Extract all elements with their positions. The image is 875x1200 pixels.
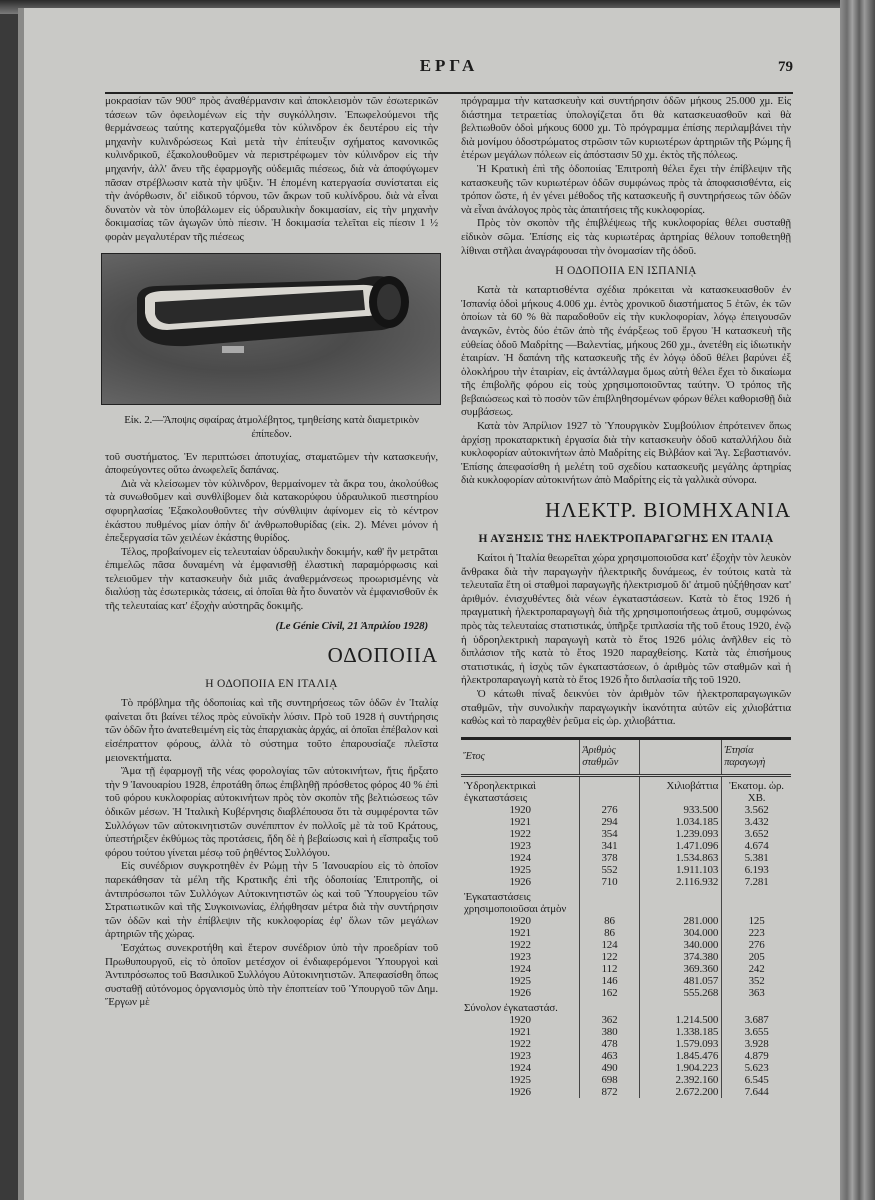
column-header: Ἔτος — [461, 740, 580, 776]
header-rule — [105, 92, 793, 94]
table-row — [461, 987, 791, 999]
year-cell: 1926 — [461, 1086, 580, 1098]
capacity-cell: 1.845.476 — [639, 1050, 722, 1062]
year-cell: 1921 — [461, 816, 580, 828]
paragraph: πρόγραμμα τὴν κατασκευὴν καὶ συντήρησιν ὁδῶν μήκους 25.000 χμ. Εἰς διάστημα τετραετίας ὑπολογίζεται ὅτι θὰ κατασκευασθοῦν καὶ θὰ βελτιωθοῦν ὁδοὶ μήκους 6000 χμ. Τὸ πρόγραμμα ἐπίσης περιλαμβάνει τὴν διὰ μονίμου ὁδοστρώματος στρῶσιν τῶν κυριωτέρων ἀρτηριῶν τῆς Ρώμης ἢ ἑτέρων μεγάλων πόλεων εἰς ἀπόστασιν 50 χμ. ἐκτὸς τῆς πόλεως. — [461, 95, 791, 162]
stations-cell: 354 — [580, 828, 639, 840]
table-row — [461, 1086, 791, 1098]
paragraph: Ὁ κάτωθι πίναξ δεικνύει τὸν ἀριθμὸν τῶν ἠλεκτροπαραγωγικῶν σταθμῶν, τὴν συνολικὴν παραγωγικὴν ἱκανότητα αὐτῶν εἰς χιλιοβάττια καθὼς καὶ τὸ παραχθὲν ῥεῦμα εἰς ὡρ. χιλιοβάττια. — [461, 687, 791, 728]
production-cell: 5.381 — [744, 851, 769, 864]
production-cell: 242 — [748, 962, 765, 975]
figure-caption: Εἰκ. 2.—Ἄποψις σφαίρας ἀτμολέβητος, τμηθείσης κατὰ διαμετρικὸν ἐπίπεδον. — [124, 413, 419, 440]
table-body — [461, 775, 791, 1098]
production-cell: 3.687 — [744, 1013, 769, 1026]
production-cell: 125 — [748, 914, 765, 927]
paragraph: Ἡ Κρατικὴ ἐπὶ τῆς ὁδοποιίας Ἐπιτροπὴ θέλει ἔχει τὴν ἐπίβλεψιν τῆς κατασκευῆς τῶν κυριωτέρων ὁδῶν συμφώνως πρὸς τὰ ἀποφασισθέντα, εἰς τρόπον ὥστε, ἡ ἐν γένει μέθοδος τῆς κατασκευῆς ἢ συντηρήσεως τῶν ὁδῶν νὰ εἶναι ἀνάλογος πρὸς τὰς ἀπαιτήσεις τῆς κυκλοφορίας. — [461, 162, 791, 216]
units-row — [461, 775, 791, 804]
table-row — [461, 1014, 791, 1026]
year-cell: 1926 — [461, 876, 580, 888]
production-cell: 6.193 — [744, 863, 769, 876]
production-cell: 7.281 — [744, 875, 769, 888]
stations-cell: 146 — [580, 975, 639, 987]
capacity-cell: 1.214.500 — [639, 1014, 722, 1026]
stations-cell: 378 — [580, 852, 639, 864]
table-row — [461, 915, 791, 927]
year-cell: 1920 — [461, 804, 580, 816]
year-cell: 1926 — [461, 987, 580, 999]
capacity-cell: 481.057 — [639, 975, 722, 987]
stations-cell: 463 — [580, 1050, 639, 1062]
paragraph: Ἐσχάτως συνεκροτήθη καὶ ἕτερον συνέδριον ὑπὸ τὴν προεδρίαν τοῦ Πρωθυπουργοῦ, εἰς τὸ ὁποῖον μετέσχον οἱ ἐνδιαφερόμενοι Ὑπουργοὶ καὶ Ἀντιπρόσωπος τοῦ Βασιλικοῦ Συλλόγου Αὐτοκινητιστῶν. Ἀπεφασίσθη ὅπως συσταθῇ αὐτόνομος ὀργανισμὸς ὑπὸ τὴν ἐποπτείαν τοῦ Ὑπουργοῦ τῶν Δημ. Ἔργων μὲ — [105, 941, 438, 1009]
capacity-cell: 304.000 — [639, 927, 722, 939]
empty-cell — [580, 775, 639, 804]
figure-photo — [101, 253, 441, 405]
production-cell: 5.623 — [744, 1061, 769, 1074]
capacity-cell: 1.338.185 — [639, 1026, 722, 1038]
paragraph: μοκρασίαν τῶν 900° πρὸς ἀναθέρμανσιν καὶ ἀποκλεισμὸν τῶν ἐσωτερικῶν τάσεων τῶν ὀφειλομένων εἰς τὴν συγκόλλησιν. Ἐπωφελούμενοι τῆς θερμάνσεως ταύτης κατεργαζόμεθα τὸν κύλινδρον ἐκ δευτέρου εἰς τὴν μηχανὴν κυλινδρώσεως Καὶ μετὰ τὴν ἐπίτευξιν σχήματος κανονικῶς κυλινδρικοῦ, ἐξακολουθοῦμεν νὰ περιστρέφωμεν τὸν κύλινδρον εἰς τὴν μηχανήν, ἀλλ' ἄνευ τῆς ἐφαρμογῆς οὐδεμιᾶς πιέσεως, διὰ νὰ ἀποφύγωμεν πᾶσαν στρέβλωσιν κατὰ τὴν ψῦξιν. Ἡ ἑπομένη κατεργασία συνίσταται εἰς τὴν ἀνόρθωσιν, δι' εἰδικοῦ τόρνου, τῶν ἄκρων τοῦ κυλίνδρου. διὰ νὰ εἶναι δυνατὸν νὰ τὸν ὑποβάλωμεν εἰς ὑδραυλικὴν δοκιμασίαν, εἰς τὴν μηχανὴν δοκιμασίας τῶν ἀγωγῶν ὑπὸ πίεσιν. Ἡ δοκιμασία τελεῖται εἰς πίεσιν 1 ½ φορὰν μεγαλυτέραν τῆς πιέσεως — [105, 95, 438, 243]
subsection-title: Η ΑΥΞΗΣΙΣ ΤΗΣ ΗΛΕΚΤΡΟΠΑΡΑΓΩΓΗΣ ΕΝ ΙΤΑΛΙᾼ — [478, 533, 774, 546]
year-cell: 1920 — [461, 915, 580, 927]
table-row — [461, 963, 791, 975]
production-cell: 352 — [748, 974, 765, 987]
table-row — [461, 975, 791, 987]
stations-cell: 122 — [580, 951, 639, 963]
electricity-table — [461, 740, 791, 1098]
empty-cell — [722, 999, 791, 1014]
stations-cell: 380 — [580, 1026, 639, 1038]
group-label-row — [461, 888, 791, 915]
capacity-cell: 1.911.103 — [639, 864, 722, 876]
table-row — [461, 1062, 791, 1074]
stations-cell: 124 — [580, 939, 639, 951]
table-top-rule — [461, 737, 791, 1098]
empty-cell — [722, 888, 791, 915]
year-cell: 1924 — [461, 963, 580, 975]
table-row — [461, 1074, 791, 1086]
capacity-cell: 2.672.200 — [639, 1086, 722, 1098]
paragraph: Κατὰ τὰ καταρτισθέντα σχέδια πρόκειται νὰ κατασκευασθοῦν ἐν Ἰσπανίᾳ ὁδοὶ μήκους 4.006 χμ. ἐντὸς χρονικοῦ διαστήματος 5 ἐτῶν, ἐκ τῶν ὁποίων τὰ 60 % θὰ παραδοθοῦν εἰς τὴν κυκλοφορίαν, λόγῳ ἐπειγουσῶν ἀναγκῶν, ἐντὸς δύο ἐτῶν ἀπὸ τῆς ἐνάρξεως τοῦ ἔργου Ἡ κατασκευὴ τῆς εὐθείας ὁδοῦ Μαδρίτης —Βαλεντίας, μήκους 260 χμ., ἀνετέθη εἰς ἰδιωτικὴν ἑταιρίαν. Ἡ δαπάνη τῆς κατασκευῆς τῆς ἐν λόγῳ ὁδοῦ θέλει βαρύνει ἐξ ὁλοκλήρου τὴν ἑταιρίαν, εἰς ἀντάλλαγμα ὅμως αὐτὴ θέλει ἔχει τὸ δικαίωμα τῆς ἐπιβολῆς φόρου εἰς τοὺς χρησιμοποιοῦντας ταύτην. Ὁ τρόπος τῆς βεβαιώσεως καὶ τὸ ποσὸν τῶν ἐπιβληθησομένων φόρων θέλει καθορισθῇ διὰ συμβάσεως. — [461, 284, 792, 419]
capacity-cell: 340.000 — [639, 939, 722, 951]
unit-production: Ἑκατομ. ὡρ. ΧΒ. — [729, 779, 784, 804]
production-cell: 3.562 — [744, 803, 769, 816]
column-header: Ἀριθμὸς σταθμῶν — [580, 740, 639, 776]
year-cell: 1925 — [461, 975, 580, 987]
stations-cell: 698 — [580, 1074, 639, 1086]
right-column — [461, 95, 791, 1098]
stations-cell: 86 — [580, 915, 639, 927]
empty-cell — [639, 888, 722, 915]
production-cell: 4.879 — [744, 1049, 769, 1062]
capacity-cell: 2.116.932 — [639, 876, 722, 888]
year-cell: 1925 — [461, 1074, 580, 1086]
capacity-cell: 555.268 — [639, 987, 722, 999]
paragraph: Εἰς συνέδριον συγκροτηθὲν ἐν Ρώμῃ τὴν 5 Ἰανουαρίου εἰς τὸ ὁποῖον παρεκάθησαν τὰ μέλη τῆς Κρατικῆς ἐπὶ τῆς ὁδοποιίας Ἐπιτροπῆς, οἱ ἀντιπρόσωποι τῶν Συλλόγων Αὐτοκινητιστῶν ὡς καὶ τοῦ Ὑπουργείου τῶν Στρατιωτικῶν καὶ τῆς Συγκοινωνίας, ἐλήφθησαν μέτρα διὰ τὴν συντήρησιν τῶν ὁδῶν καὶ τὴν ἐπίβλεψιν τῆς κυκλοφορίας ἐφ' ὅλων τῶν μεγάλων ἀρτηριῶν τῆς χώρας. — [105, 860, 438, 941]
paragraph: Κατὰ τὸν Ἀπρίλιον 1927 τὸ Ὑπουργικὸν Συμβούλιον ἐπρότεινεν ὅπως ἀρχίσῃ προκαταρκτικὴ ἐργασία διὰ τὴν κατασκευὴν ὁδοῦ καταλλήλου διὰ κυκλοφορίαν αὐτοκινήτων ἀπὸ Μαδρίτης εἰς Βιλβάον καὶ Ἅγ. Σεβαστιανόν. Ἐπίσης ἀπεφασίσθη ἡ μελέτη τοῦ σχεδίου κατασκευῆς μεγάλης ἀρτηρίας διὰ κυκλοφορίαν αὐτοκινήτων ἀπὸ Μαδρίτης εἰς τὰ γαλλικὰ σύνορα. — [461, 420, 791, 487]
paragraph: Ἅμα τῇ ἐφαρμογῇ τῆς νέας φορολογίας τῶν αὐτοκινήτων, ἥτις ἤρξατο τὴν 9 Ἰανουαρίου 1928, ἐπροτάθη ὅπως ἐπιβληθῇ πρόσθετος φόρος 40 % ἐπὶ τοῦ φόρου κυκλοφορίας αὐτοκινήτων πρὸς τὸν σκοπὸν τῆς βελτιώσεως τῶν ὁδικῶν μέσων. Ἡ Ἰταλικὴ Κυβέρνησις διαβλέπουσα ὅτι τὰ συμφέροντα τῶν Συλλόγων τῶν αὐτοκινητιστῶν συνέπιπτον ἐν πολλοῖς μὲ τὰ τοῦ Κράτους, ὑπεστήριξεν ἐκθύμως τὰς προτάσεις, ἤδη δὲ ἡ βεβαίωσις καὶ ἡ εἴσπραξις τοῦ φόρου τούτου γίνεται μέσῳ τοῦ ῥηθέντος Συλλόγου. — [105, 765, 438, 859]
stations-cell: 341 — [580, 840, 639, 852]
empty-cell — [580, 888, 639, 915]
production-cell: 363 — [748, 986, 765, 999]
stations-cell: 162 — [580, 987, 639, 999]
stations-cell: 478 — [580, 1038, 639, 1050]
section-title: ΟΔΟΠΟΙΙΑ — [327, 643, 438, 668]
table-row — [461, 816, 791, 828]
capacity-cell: 369.360 — [639, 963, 722, 975]
running-header — [105, 58, 793, 78]
group-label-row — [461, 999, 791, 1014]
stations-cell: 552 — [580, 864, 639, 876]
production-cell: 223 — [748, 926, 765, 939]
section-title: ΗΛΕΚΤΡ. ΒΙΟΜΗΧΑΝΙΑ — [545, 498, 791, 523]
group-label: Ὑδροηλεκτρικαὶ ἐγκαταστάσεις — [461, 775, 580, 804]
production-cell: 6.545 — [744, 1073, 769, 1086]
unit-capacity: Χιλιοβάττια — [639, 775, 722, 804]
boiler-drum-photo — [127, 268, 417, 353]
paragraph: τοῦ συστήματος. Ἐν περιπτώσει ἀποτυχίας, σταματῶμεν τὴν κατασκευήν, ἀποφεύγοντες οὕτω ἀνωφελεῖς δαπάνας. — [105, 450, 438, 477]
paragraph: Διὰ νὰ κλείσωμεν τὸν κύλινδρον, θερμαίνομεν τὰ ἄκρα του, ἀκολούθως τὰ συνωθοῦμεν καὶ συνθλίβομεν διὰ κατακορύφου ὑδραυλικοῦ πιεστηρίου σφυρηλασίας Ἐξακολουθοῦντες τὴν σύνθλιψιν ἀφίνομεν εἰς τὸ κέντρον ἑκάστου πυθμένος μίαν ὀπὴν δι' ἀνθρωποθυρίδας (εἰκ. 2). Μένει μόνον ἡ ἐπεξεργασία τῶν χειλέων ἑκάστης θυρίδος. — [105, 477, 438, 545]
empty-cell — [639, 999, 722, 1014]
table-row — [461, 828, 791, 840]
stations-cell: 112 — [580, 963, 639, 975]
table-row — [461, 1050, 791, 1062]
year-cell: 1921 — [461, 1026, 580, 1038]
capacity-cell: 374.380 — [639, 951, 722, 963]
year-cell: 1924 — [461, 852, 580, 864]
capacity-cell: 1.579.093 — [639, 1038, 722, 1050]
stations-cell: 362 — [580, 1014, 639, 1026]
capacity-cell: 281.000 — [639, 915, 722, 927]
production-cell: 3.655 — [744, 1025, 769, 1038]
source-citation: (Le Génie Civil, 21 Ἀπριλίου 1928) — [275, 619, 428, 632]
production-cell: 4.674 — [744, 839, 769, 852]
year-cell: 1921 — [461, 927, 580, 939]
table-row — [461, 1026, 791, 1038]
year-cell: 1923 — [461, 840, 580, 852]
empty-cell — [580, 999, 639, 1014]
table-row — [461, 939, 791, 951]
paragraph: Τὸ πρόβλημα τῆς ὁδοποιίας καὶ τῆς συντηρήσεως τῶν ὁδῶν ἐν Ἰταλίᾳ φαίνεται ὅτι βαίνει τέλος πρὸς εὐνοϊκὴν λύσιν. Πρὸ τοῦ 1928 ἡ συντήρησις τῶν ὁδῶν ἦτο ἀνατεθειμένη εἰς τὰς ἐπαρχιακὰς ἀρχάς, αἱ ὁποῖαι ἐπέβαλον καὶ εἰσέπραττον φόρους, ἀλλὰ τὸ σύστημα τοῦτο ἐπαρουσίαζε πλεῖστα μειονεκτήματα. — [105, 697, 438, 764]
stations-cell: 276 — [580, 804, 639, 816]
book-binding — [840, 0, 875, 1200]
year-cell: 1922 — [461, 939, 580, 951]
production-cell: 7.644 — [744, 1085, 769, 1098]
table-header-row — [461, 740, 791, 776]
table-row — [461, 1038, 791, 1050]
capacity-cell: 1.471.096 — [639, 840, 722, 852]
production-cell: 3.432 — [744, 815, 769, 828]
subsection-title: Η ΟΔΟΠΟΙΙΑ ΕΝ ΙΤΑΛΙᾼ — [205, 678, 338, 691]
year-cell: 1923 — [461, 951, 580, 963]
left-column — [105, 95, 438, 1010]
stations-cell: 710 — [580, 876, 639, 888]
table-row — [461, 876, 791, 888]
group-label: Σύνολον ἐγκαταστάσ. — [461, 999, 580, 1014]
production-cell: 3.652 — [744, 827, 769, 840]
year-cell: 1922 — [461, 828, 580, 840]
table-row — [461, 852, 791, 864]
table-row — [461, 864, 791, 876]
paragraph: Τέλος, προβαίνομεν εἰς τελευταίαν ὑδραυλικὴν δοκιμήν, καθ' ἣν μετρᾶται ἐπιμελῶς πᾶσα δυναμένη νὰ ἐμφανισθῇ ἐλαστικὴ παραμόρφωσις καὶ τελειοῦμεν τὴν κατασκευὴν διὰ μιᾶς ἀναθερμάνσεως προωρισμένης νὰ διαλύσῃ τὰς ἐσωτερικὰς τάσεις, αἱ ὁποῖαι θὰ ἦτο δυνατὸν νὰ ἐμφανισθοῦν ἐκ τῆς τελευταίας κατ' ἐξοχὴν αὐστηρᾶς δοκιμῆς. — [105, 545, 438, 613]
stations-cell: 490 — [580, 1062, 639, 1074]
group-label: Ἐγκαταστάσεις χρησιμοποιοῦσαι ἀτμὸν — [461, 888, 580, 915]
capacity-cell: 1.034.185 — [639, 816, 722, 828]
capacity-cell: 2.392.160 — [639, 1074, 722, 1086]
paragraph: Καίτοι ἡ Ἰταλία θεωρεῖται χώρα χρησιμοποιοῦσα κατ' ἐξοχὴν τὸν λευκὸν ἄνθρακα διὰ τὴν παραγωγὴν ἠλεκτρικῆς δυνάμεως, ἐν τούτοις κατὰ τὰ τελευταῖα ἔτη οἱ σταθμοὶ παραγωγῆς ἠλεκτρισμοῦ δι' ἀτμοῦ ηὐξήθησαν κατ' ἀριθμόν. ἐνισχυθέντες διὰ νέων ἐγκαταστάσεων. Κατὰ τὸ ἔτος 1926 ἡ πραγματικὴ ἠλεκτροπαραγωγὴ διὰ τῆς χρησιμοποιήσεως ἀτμοῦ, συμφώνως πρὸς τὰς τελευταίας στατιστικάς, ὑπῆρξε τριπλασία τῆς τοῦ ἔτους 1920, ἐνῷ ἡ ὑδροηλεκτρικὴ παραγωγὴ κατὰ τὸ ἔτος 1926 μόλις ἀνῆλθεν εἰς τὸ διπλάσιον τῆς κατὰ τὸ ἔτος 1920 παραχθείσης. Κατὰ τὰς ἐπισήμους στατιστικάς, ἡ ἰσχὺς τῶν ἐγκαταστάσεων, ὁ ἀριθμὸς τῶν σταθμῶν καὶ ἡ ἠλεκτροπαραγωγὴ κατὰ τὸ ἔτος 1926 ἦτο διπλασία τῆς τοῦ 1920. — [461, 552, 791, 687]
capacity-cell: 1.534.863 — [639, 852, 722, 864]
subsection-title: Η ΟΔΟΠΟΙΙΑ ΕΝ ΙΣΠΑΝΙᾼ — [555, 265, 697, 278]
year-cell: 1923 — [461, 1050, 580, 1062]
stations-cell: 294 — [580, 816, 639, 828]
page-number: 79 — [778, 59, 793, 75]
column-header: Ἐτησία παραγωγὴ — [722, 740, 791, 776]
capacity-cell: 1.239.093 — [639, 828, 722, 840]
year-cell: 1924 — [461, 1062, 580, 1074]
journal-title: ΕΡΓΑ — [419, 56, 479, 75]
year-cell: 1920 — [461, 1014, 580, 1026]
stations-cell: 86 — [580, 927, 639, 939]
production-cell: 205 — [748, 950, 765, 963]
production-cell: 276 — [748, 938, 765, 951]
paragraph: Πρὸς τὸν σκοπὸν τῆς ἐπιβλέψεως τῆς κυκλοφορίας θέλει συσταθῇ εἰδικὸν σῶμα. Ἐπίσης εἰς τὰς κυριωτέρας ἀρτηρίας θέλουν τοποθετηθῇ λίθιναι στῆλαι ἀναγράφουσαι τὴν ὀνομασίαν τῆς ὁδοῦ. — [461, 217, 791, 257]
table-row — [461, 840, 791, 852]
capacity-cell: 933.500 — [639, 804, 722, 816]
table-row — [461, 804, 791, 816]
year-cell: 1922 — [461, 1038, 580, 1050]
column-header — [639, 740, 722, 776]
capacity-cell: 1.904.223 — [639, 1062, 722, 1074]
table-row — [461, 951, 791, 963]
production-cell: 3.928 — [744, 1037, 769, 1050]
stations-cell: 872 — [580, 1086, 639, 1098]
year-cell: 1925 — [461, 864, 580, 876]
table-row — [461, 927, 791, 939]
